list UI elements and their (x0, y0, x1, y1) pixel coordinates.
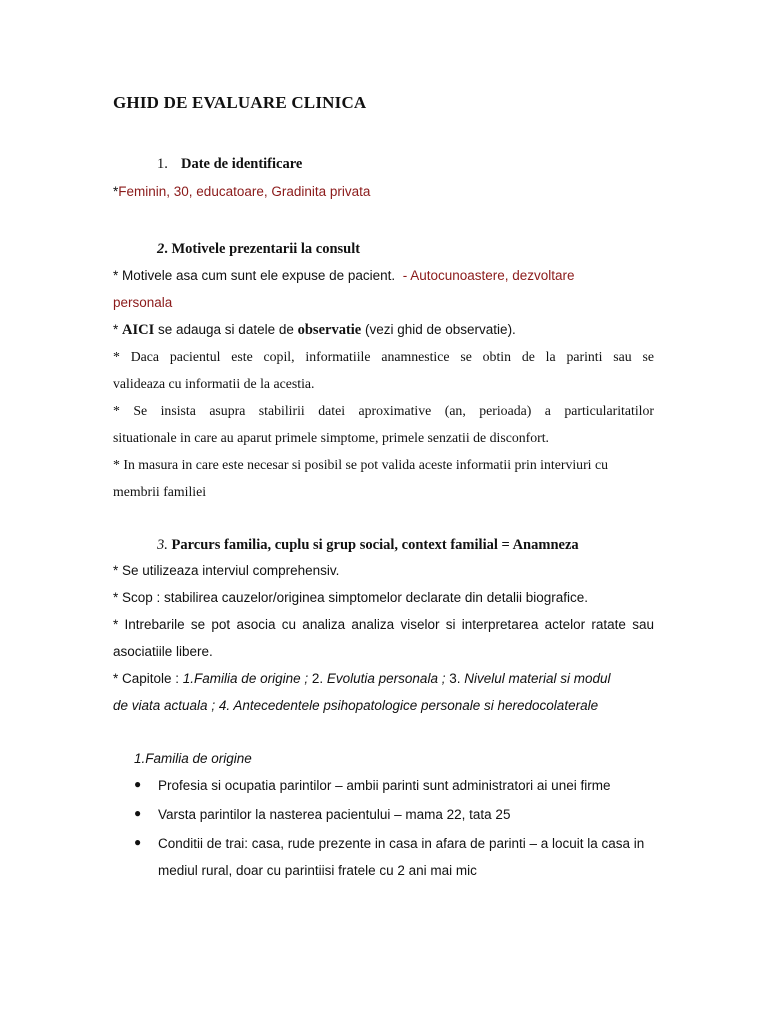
bullet-dot-icon: ● (134, 806, 142, 820)
section-3-heading (157, 536, 657, 554)
s2-para-1-text: * Motivele asa cum sunt ele expuse de pacient. (113, 268, 396, 283)
s2-para-5-line-1: * In masura in care este necesar si posibil se pot valida aceste informatii prin interviuri cu (113, 457, 608, 472)
s3-para-4-line-1 (113, 670, 654, 688)
chapter-1: 1.Familia de origine ; (182, 671, 312, 686)
section-3-title: Parcurs familia, cuplu si grup social, context familial = Anamneza (167, 537, 579, 553)
s2-para-1-line-1 (113, 267, 654, 285)
chapter-2: Evolutia personala ; (326, 671, 450, 686)
s2-para-2 (113, 321, 654, 339)
section-1-answer-line (113, 183, 654, 201)
subsection-1-heading: 1.Familia de origine (134, 751, 252, 766)
chapter-2-number: 2. (311, 671, 327, 686)
chapters-lead: * Capitole : (113, 671, 183, 686)
s3-para-3-line-1: * Intrebarile se pot asocia cu analiza analiza viselor si interpretarea actelor ratate sau (113, 617, 654, 632)
s2-para-1-answer: - Autocunoastere, dezvoltare (402, 268, 575, 283)
bullet-dot-icon: ● (134, 835, 142, 849)
section-1-heading (157, 155, 557, 173)
s2-para-2-end: (vezi ghid de observatie). (361, 322, 516, 337)
s2-para-3-line-1: * Daca pacientul este copil, informatiile anamnestice se obtin de la parinti sau se (113, 349, 654, 364)
s2-para-1-line-2: personala (113, 295, 173, 310)
bullet-dot-icon: ● (134, 777, 142, 791)
chapter-3: Nivelul material si modul (464, 671, 611, 686)
aici-label: AICI (122, 322, 155, 338)
bullet-item-1: Profesia si ocupatia parintilor – ambii parinti sunt administratori ai unei firme (158, 778, 611, 793)
s3-para-1: * Se utilizeaza interviul comprehensiv. (113, 563, 340, 578)
s2-para-3-line-2: valideaza cu informatii de la acestia. (113, 376, 315, 391)
document-title: GHID DE EVALUARE CLINICA (113, 93, 367, 112)
answer-star: * (113, 184, 119, 199)
s2-para-5-line-2: membrii familiei (113, 484, 207, 499)
section-1-number: 1. (157, 156, 168, 172)
bullet-item-3: Conditii de trai: casa, rude prezente in casa in afara de parinti – a locuit la casa in (158, 836, 645, 851)
s3-para-3-line-2: asociatiile libere. (113, 644, 213, 659)
s3-para-2: * Scop : stabilirea cauzelor/originea simptomelor declarate din detalii biografice. (113, 590, 588, 605)
s2-para-4-line-1: * Se insista asupra stabilirii datei aproximative (an, perioada) a particularitatilor (113, 403, 654, 418)
section-2-heading (157, 240, 557, 258)
bullet-item-2: Varsta parintilor la nasterea pacientului – mama 22, tata 25 (158, 807, 511, 822)
s2-para-2-mid: se adauga si datele de (154, 322, 298, 337)
observatie-label: observatie (297, 322, 362, 338)
section-2-number: 2 (157, 241, 165, 257)
section-2-title: . Motivele prezentarii la consult (164, 241, 361, 257)
bullet-item-3-continuation: mediul rural, doar cu parintiisi fratele cu 2 ani mai mic (158, 863, 477, 878)
s2-para-4-line-2: situationale in care au aparut primele simptome, primele senzatii de disconfort. (113, 430, 549, 445)
s2-para-2-star: * (113, 322, 123, 337)
section-1-title: Date de identificare (181, 156, 303, 172)
chapter-3-number: 3. (449, 671, 465, 686)
section-3-number: 3. (157, 537, 168, 553)
identification-answer: Feminin, 30, educatoare, Gradinita privata (118, 184, 371, 199)
s3-para-4-line-2: de viata actuala ; 4. Antecedentele psihopatologice personale si heredocolaterale (113, 698, 599, 713)
